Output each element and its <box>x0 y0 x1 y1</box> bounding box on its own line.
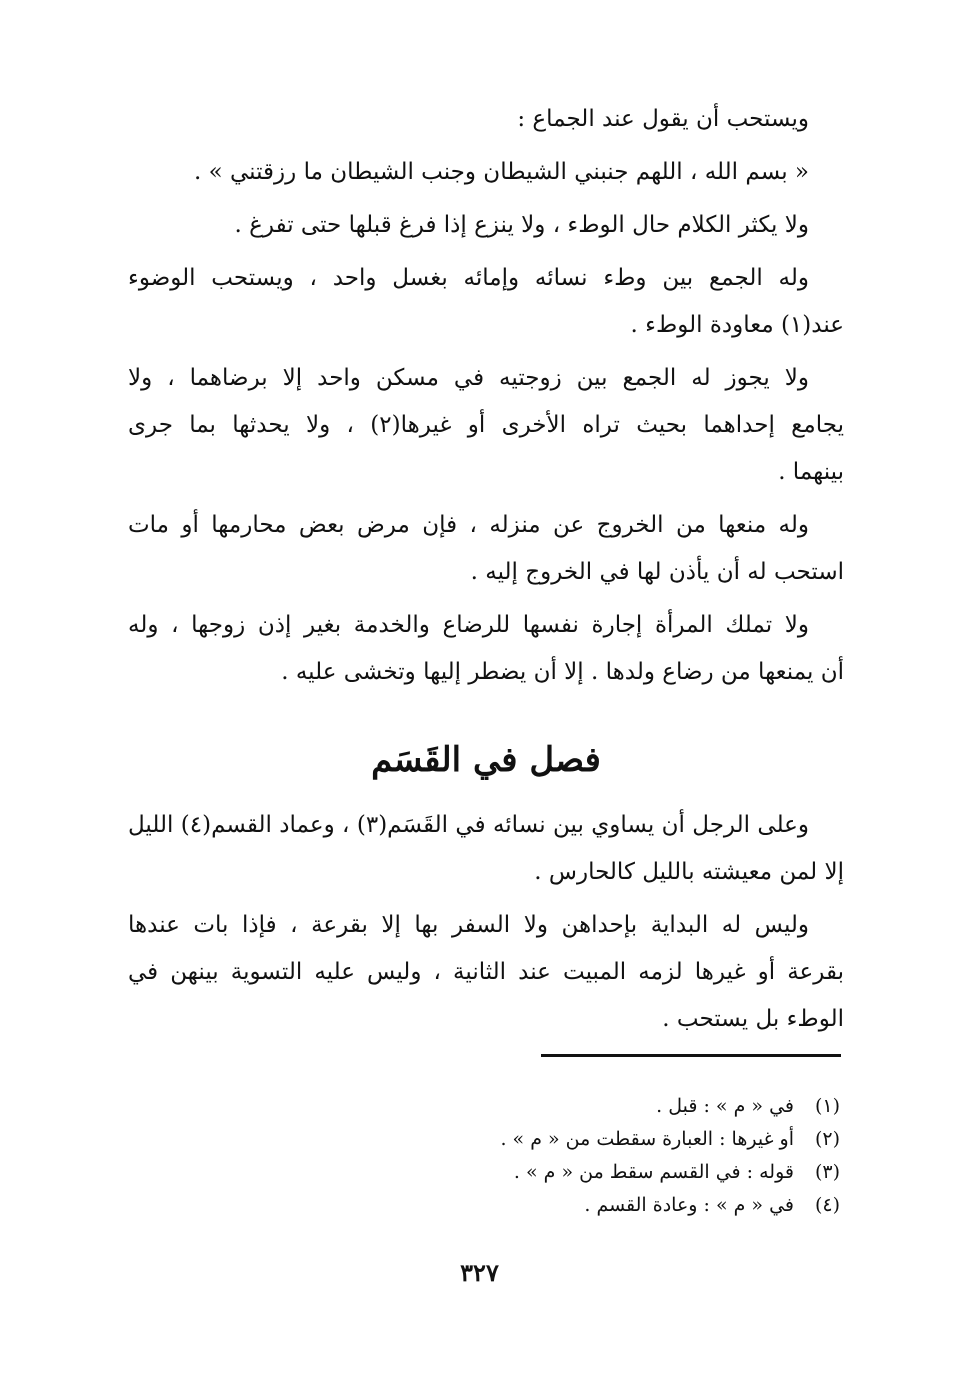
text-line: بقرعة أو غيرها لزمه المبيت عند الثانية ، وليس عليه التسوية بينهن في <box>128 959 844 985</box>
footnote-text: في « م » : وعادة القسم . <box>584 1194 794 1216</box>
paragraph <box>128 902 844 1043</box>
text-line: استحب له أن يأذن لها في الخروج إليه . <box>470 559 844 585</box>
paragraph <box>128 502 844 596</box>
footnote-number: (٣) <box>814 1161 840 1183</box>
footnote-text: في « م » : قبل . <box>656 1095 794 1117</box>
paragraph <box>128 602 844 696</box>
text-line: ولا يجوز له الجمع بين زوجتيه في مسكن واحد إلا برضاهما ، ولا <box>128 365 809 391</box>
text-line: وعلى الرجل أن يساوي بين نسائه في القَسَم(٣) ، وعماد القسم(٤) الليل <box>128 812 810 838</box>
footnote-number: (٢) <box>814 1128 840 1150</box>
text-line: عند(١) معاودة الوطء . <box>630 312 844 338</box>
footnote-item <box>128 1090 840 1123</box>
page-number: ٣٢٧ <box>460 1258 499 1287</box>
footnote-item <box>128 1123 840 1156</box>
text-line: ويستحب أن يقول عند الجماع : <box>517 106 809 132</box>
footnote-number: (٤) <box>814 1194 840 1216</box>
text-line: وله منعها من الخروج عن منزله ، فإن مرض بعض محارمها أو مات <box>128 512 809 538</box>
page-body <box>128 96 844 1043</box>
text-line: أن يمنعها من رضاع ولدها . إلا أن يضطر إليها وتخشى عليه . <box>281 659 844 685</box>
text-line: يجامع إحداهما بحيث تراه الأخرى أو غيرها(٢) ، ولا يحدثها بما جرى <box>128 412 844 438</box>
footnotes <box>128 1090 840 1222</box>
text-line: ولا تملك المرأة إجارة نفسها للرضاع والخدمة بغير إذن زوجها ، وله <box>128 612 809 638</box>
footnote-item <box>128 1156 840 1189</box>
paragraph <box>128 149 844 196</box>
paragraph <box>128 802 844 896</box>
footnote-text: قوله : في القسم سقط من « م » . <box>513 1161 794 1183</box>
text-line: الوطء بل يستحب . <box>662 1006 844 1032</box>
footnote-item <box>128 1189 840 1222</box>
footnote-number: (١) <box>814 1095 840 1117</box>
section-heading: فصل في القَسَم <box>371 740 601 780</box>
text-line: إلا لمن معيشته بالليل كالحارس . <box>534 859 844 885</box>
paragraph <box>128 355 844 496</box>
text-line: بينهما . <box>778 459 844 485</box>
text-line: وله الجمع بين وطء نسائه وإمائه بغسل واحد ، ويستحب الوضوء <box>128 265 809 291</box>
footnote-text: أو غيرها : العبارة سقطت من « م » . <box>500 1128 794 1150</box>
paragraph <box>128 202 844 249</box>
text-line: وليس له البداية بإحداهن ولا السفر بها إلا بقرعة ، فإذا بات عندها <box>128 912 809 938</box>
text-line: « بسم الله ، اللهم جنبني الشيطان وجنب الشيطان ما رزقتني » . <box>194 159 809 185</box>
footnote-divider <box>541 1054 841 1057</box>
paragraph <box>128 96 844 143</box>
text-line: ولا يكثر الكلام حال الوطء ، ولا ينزع إذا فرغ قبلها حتى تفرغ . <box>234 212 809 238</box>
paragraph <box>128 255 844 349</box>
